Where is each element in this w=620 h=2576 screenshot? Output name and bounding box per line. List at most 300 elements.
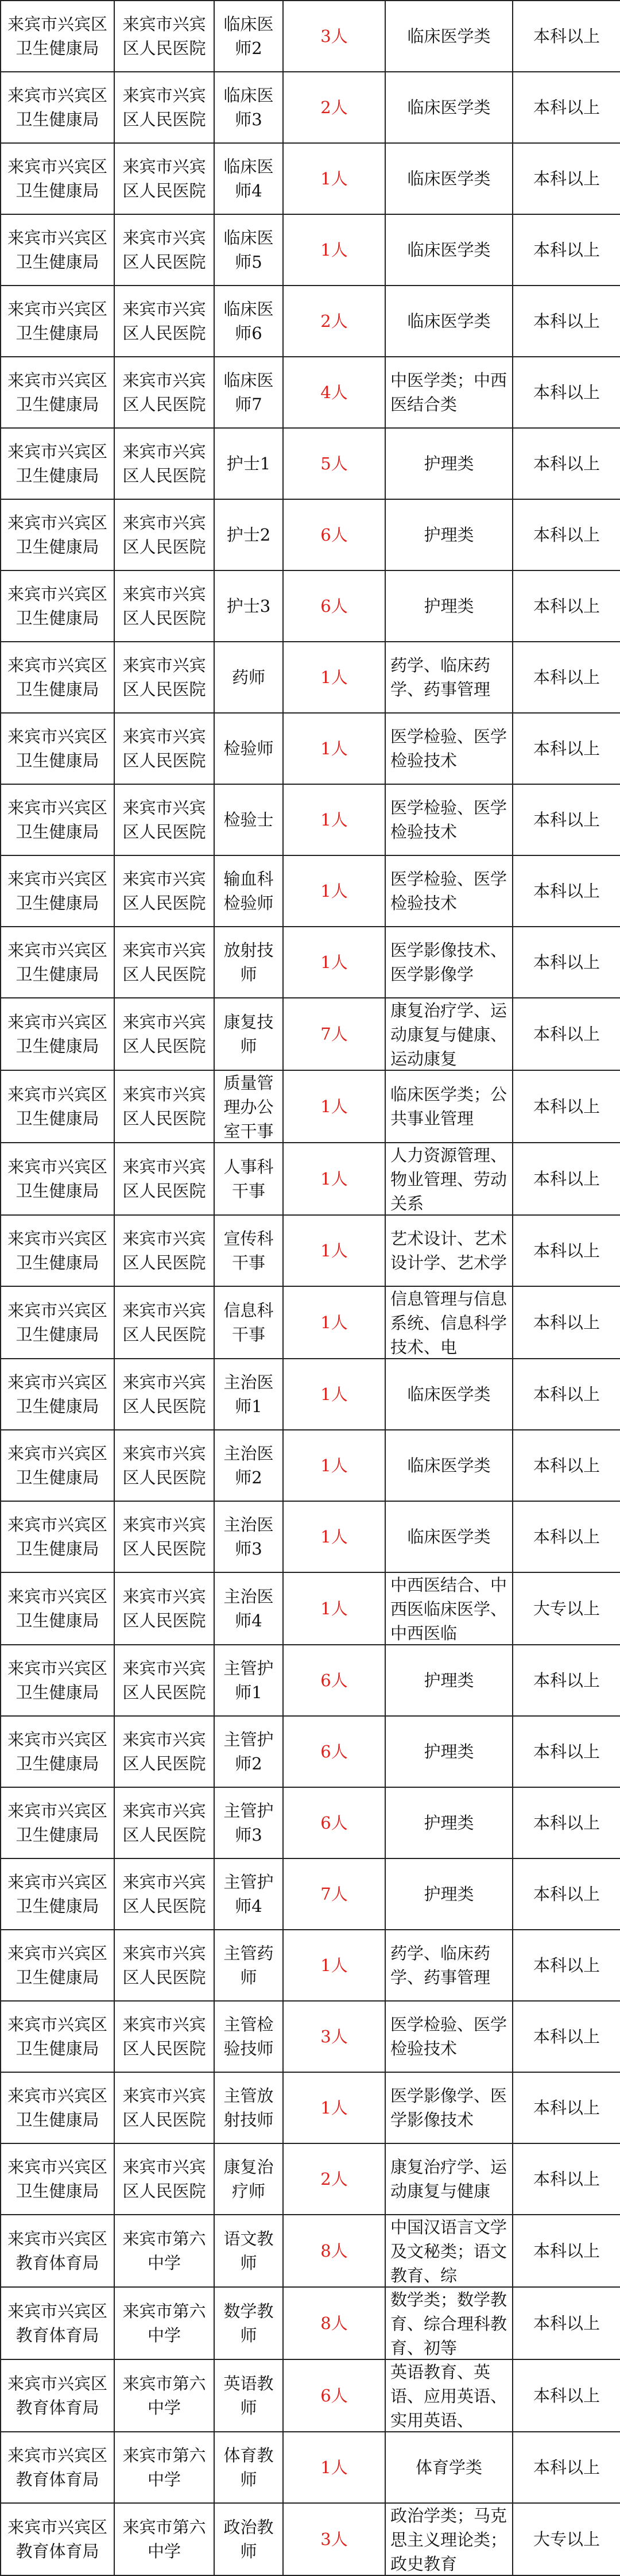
education-cell <box>513 1070 620 1143</box>
count-cell <box>283 1858 385 1930</box>
major-cell-text: 康复治疗学、运动康复与健康 <box>390 2157 507 2201</box>
post-cell <box>214 214 283 286</box>
post-cell <box>214 855 283 927</box>
org-cell <box>1 1143 114 1215</box>
education-cell-text: 本科以上 <box>533 525 600 545</box>
org-cell-text: 来宾市兴宾区卫生健康局 <box>7 1801 107 1845</box>
post-cell <box>214 1070 283 1143</box>
post-cell <box>214 2215 283 2287</box>
org-cell <box>1 214 114 286</box>
table-row <box>1 570 620 642</box>
education-cell <box>513 1572 620 1645</box>
count-cell-text: 6人 <box>320 525 348 545</box>
count-cell-text: 3人 <box>320 2027 348 2046</box>
count-cell <box>283 499 385 570</box>
education-cell-text: 本科以上 <box>533 311 600 331</box>
org-cell <box>1 1430 114 1501</box>
org-cell <box>1 1070 114 1143</box>
org-cell-text: 来宾市兴宾区卫生健康局 <box>7 1730 107 1773</box>
table-row <box>1 1430 620 1501</box>
count-cell <box>283 286 385 357</box>
count-cell-text: 1人 <box>320 240 348 260</box>
education-cell <box>513 2432 620 2503</box>
unit-cell <box>114 713 214 784</box>
org-cell <box>1 927 114 998</box>
major-cell-text: 护理类 <box>424 1884 474 1904</box>
post-cell <box>214 2287 283 2359</box>
education-cell <box>513 998 620 1070</box>
count-cell <box>283 927 385 998</box>
education-cell-text: 本科以上 <box>533 1813 600 1833</box>
major-cell <box>385 1143 513 1215</box>
post-cell-text: 人事科干事 <box>223 1157 274 1201</box>
org-cell <box>1 855 114 927</box>
post-cell-text: 药师 <box>231 668 265 687</box>
unit-cell-text: 来宾市兴宾区人民医院 <box>122 1515 206 1559</box>
education-cell-text: 本科以上 <box>533 169 600 188</box>
count-cell <box>283 2432 385 2503</box>
education-cell <box>513 214 620 286</box>
count-cell <box>283 72 385 143</box>
org-cell-text: 来宾市兴宾区卫生健康局 <box>7 513 107 557</box>
org-cell <box>1 570 114 642</box>
education-cell <box>513 357 620 428</box>
unit-cell-text: 来宾市兴宾区人民医院 <box>122 655 206 699</box>
unit-cell <box>114 2001 214 2072</box>
org-cell-text: 来宾市兴宾区卫生健康局 <box>7 1372 107 1416</box>
education-cell <box>513 1143 620 1215</box>
unit-cell <box>114 1143 214 1215</box>
major-cell <box>385 570 513 642</box>
unit-cell-text: 来宾市兴宾区人民医院 <box>122 1085 206 1128</box>
education-cell-text: 本科以上 <box>533 98 600 117</box>
major-cell <box>385 1930 513 2001</box>
count-cell-text: 1人 <box>320 1169 348 1189</box>
education-cell-text: 本科以上 <box>533 1527 600 1547</box>
major-cell <box>385 1 513 72</box>
major-cell-text: 医学影像技术、医学影像学 <box>390 940 507 984</box>
count-cell-text: 6人 <box>320 596 348 616</box>
post-cell-text: 主治医师2 <box>223 1444 274 1487</box>
unit-cell <box>114 72 214 143</box>
major-cell-text: 护理类 <box>424 1671 474 1690</box>
education-cell-text: 本科以上 <box>533 2458 600 2477</box>
unit-cell-text: 来宾市兴宾区人民医院 <box>122 228 206 272</box>
education-cell-text: 大专以上 <box>533 1599 600 1618</box>
unit-cell <box>114 2215 214 2287</box>
post-cell-text: 护士1 <box>226 454 271 473</box>
post-cell <box>214 72 283 143</box>
post-cell-text: 临床医师3 <box>223 86 274 129</box>
count-cell-text: 1人 <box>320 169 348 188</box>
post-cell <box>214 927 283 998</box>
unit-cell <box>114 855 214 927</box>
post-cell <box>214 1143 283 1215</box>
org-cell <box>1 499 114 570</box>
major-cell-text: 临床医学类 <box>407 169 491 188</box>
org-cell-text: 来宾市兴宾区卫生健康局 <box>7 1229 107 1272</box>
count-cell <box>283 2503 385 2575</box>
major-cell <box>385 1645 513 1716</box>
org-cell-text: 来宾市兴宾区卫生健康局 <box>7 1301 107 1344</box>
org-cell-text: 来宾市兴宾区卫生健康局 <box>7 86 107 129</box>
education-cell <box>513 1430 620 1501</box>
count-cell-text: 1人 <box>320 739 348 758</box>
education-cell-text: 本科以上 <box>533 1024 600 1044</box>
education-cell <box>513 1858 620 1930</box>
org-cell <box>1 2359 114 2432</box>
post-cell-text: 主管检验技师 <box>223 2015 274 2058</box>
post-cell-text: 临床医师2 <box>223 14 274 58</box>
unit-cell-text: 来宾市兴宾区人民医院 <box>122 86 206 129</box>
post-cell <box>214 286 283 357</box>
org-cell <box>1 1215 114 1286</box>
table-row <box>1 1143 620 1215</box>
post-cell-text: 放射技师 <box>223 940 274 984</box>
org-cell-text: 来宾市兴宾区卫生健康局 <box>7 1012 107 1056</box>
unit-cell <box>114 428 214 499</box>
unit-cell <box>114 1430 214 1501</box>
post-cell <box>214 1858 283 1930</box>
major-cell <box>385 713 513 784</box>
org-cell-text: 来宾市兴宾区卫生健康局 <box>7 655 107 699</box>
count-cell <box>283 2001 385 2072</box>
unit-cell <box>114 1359 214 1430</box>
education-cell <box>513 2072 620 2143</box>
post-cell-text: 宣传科干事 <box>223 1229 274 1272</box>
unit-cell-text: 来宾市第六中学 <box>122 2229 206 2273</box>
education-cell <box>513 1930 620 2001</box>
org-cell <box>1 2432 114 2503</box>
unit-cell <box>114 2287 214 2359</box>
post-cell-text: 主管护师2 <box>223 1730 274 1773</box>
count-cell-text: 1人 <box>320 1313 348 1332</box>
major-cell <box>385 143 513 214</box>
education-cell <box>513 1215 620 1286</box>
post-cell <box>214 499 283 570</box>
count-cell <box>283 2215 385 2287</box>
education-cell <box>513 428 620 499</box>
education-cell-text: 本科以上 <box>533 1456 600 1475</box>
count-cell-text: 2人 <box>320 311 348 331</box>
unit-cell <box>114 499 214 570</box>
education-cell <box>513 286 620 357</box>
major-cell-text: 护理类 <box>424 1742 474 1761</box>
education-cell <box>513 1716 620 1787</box>
education-cell <box>513 1359 620 1430</box>
org-cell-text: 来宾市兴宾区卫生健康局 <box>7 299 107 343</box>
table-row <box>1 642 620 713</box>
count-cell-text: 2人 <box>320 2169 348 2189</box>
org-cell <box>1 143 114 214</box>
unit-cell <box>114 2432 214 2503</box>
post-cell-text: 康复技师 <box>223 1012 274 1056</box>
major-cell <box>385 357 513 428</box>
org-cell <box>1 1930 114 2001</box>
org-cell <box>1 2143 114 2215</box>
table-row <box>1 713 620 784</box>
major-cell-text: 医学检验、医学检验技术 <box>390 2015 507 2058</box>
post-cell <box>214 2359 283 2432</box>
count-cell <box>283 2287 385 2359</box>
count-cell <box>283 570 385 642</box>
major-cell-text: 临床医学类；公共事业管理 <box>390 1085 507 1128</box>
major-cell <box>385 1716 513 1787</box>
education-cell-text: 本科以上 <box>533 739 600 758</box>
count-cell-text: 1人 <box>320 2458 348 2477</box>
table-row <box>1 428 620 499</box>
major-cell-text: 信息管理与信息系统、信息科学技术、电 <box>390 1289 507 1357</box>
education-cell-text: 大专以上 <box>533 2529 600 2549</box>
table-row <box>1 1858 620 1930</box>
major-cell <box>385 428 513 499</box>
major-cell <box>385 2432 513 2503</box>
post-cell <box>214 713 283 784</box>
unit-cell-text: 来宾市第六中学 <box>122 2446 206 2489</box>
major-cell-text: 医学检验、医学检验技术 <box>390 798 507 842</box>
org-cell <box>1 784 114 855</box>
count-cell-text: 7人 <box>320 1884 348 1904</box>
post-cell <box>214 998 283 1070</box>
unit-cell <box>114 2359 214 2432</box>
major-cell-text: 临床医学类 <box>407 26 491 46</box>
org-cell-text: 来宾市兴宾区卫生健康局 <box>7 2086 107 2130</box>
education-cell-text: 本科以上 <box>533 26 600 46</box>
post-cell <box>214 1215 283 1286</box>
unit-cell-text: 来宾市兴宾区人民医院 <box>122 1587 206 1630</box>
org-cell <box>1 357 114 428</box>
count-cell <box>283 2359 385 2432</box>
major-cell <box>385 855 513 927</box>
count-cell <box>283 143 385 214</box>
count-cell <box>283 2072 385 2143</box>
major-cell <box>385 1430 513 1501</box>
org-cell-text: 来宾市兴宾区教育体育局 <box>7 2374 107 2417</box>
unit-cell <box>114 1716 214 1787</box>
table-row <box>1 72 620 143</box>
major-cell <box>385 2287 513 2359</box>
org-cell-text: 来宾市兴宾区卫生健康局 <box>7 1157 107 1201</box>
org-cell <box>1 2503 114 2575</box>
table-row <box>1 855 620 927</box>
education-cell-text: 本科以上 <box>533 383 600 402</box>
post-cell-text: 主管放射技师 <box>223 2086 274 2130</box>
major-cell-text: 中国汉语言文学及文秘类；语文教育、综 <box>390 2218 507 2285</box>
major-cell <box>385 1359 513 1430</box>
post-cell <box>214 1359 283 1430</box>
major-cell-text: 康复治疗学、运动康复与健康、运动康复 <box>390 1001 507 1069</box>
major-cell <box>385 784 513 855</box>
education-cell-text: 本科以上 <box>533 668 600 687</box>
education-cell <box>513 1286 620 1359</box>
education-cell <box>513 2143 620 2215</box>
count-cell <box>283 357 385 428</box>
major-cell-text: 中医学类；中西医结合类 <box>390 371 507 414</box>
org-cell-text: 来宾市兴宾区卫生健康局 <box>7 14 107 58</box>
major-cell <box>385 1787 513 1858</box>
post-cell <box>214 357 283 428</box>
org-cell-text: 来宾市兴宾区卫生健康局 <box>7 1943 107 1987</box>
major-cell <box>385 1286 513 1359</box>
table-row <box>1 1286 620 1359</box>
table-row <box>1 499 620 570</box>
major-cell <box>385 998 513 1070</box>
major-cell-text: 人力资源管理、物业管理、劳动关系 <box>390 1146 507 1213</box>
education-cell-text: 本科以上 <box>533 881 600 901</box>
unit-cell <box>114 357 214 428</box>
post-cell-text: 政治教师 <box>223 2517 274 2561</box>
education-cell-text: 本科以上 <box>533 2241 600 2261</box>
org-cell-text: 来宾市兴宾区卫生健康局 <box>7 727 107 770</box>
education-cell-text: 本科以上 <box>533 240 600 260</box>
major-cell <box>385 642 513 713</box>
post-cell <box>214 1 283 72</box>
org-cell <box>1 1645 114 1716</box>
post-cell-text: 主管护师1 <box>223 1659 274 1702</box>
education-cell <box>513 784 620 855</box>
count-cell-text: 6人 <box>320 1813 348 1833</box>
post-cell <box>214 1716 283 1787</box>
count-cell-text: 1人 <box>320 1599 348 1618</box>
education-cell-text: 本科以上 <box>533 1742 600 1761</box>
org-cell <box>1 72 114 143</box>
major-cell <box>385 1572 513 1645</box>
org-cell <box>1 1787 114 1858</box>
org-cell <box>1 1572 114 1645</box>
count-cell-text: 4人 <box>320 383 348 402</box>
org-cell <box>1 428 114 499</box>
org-cell-text: 来宾市兴宾区教育体育局 <box>7 2446 107 2489</box>
education-cell-text: 本科以上 <box>533 2313 600 2333</box>
education-cell-text: 本科以上 <box>533 1671 600 1690</box>
count-cell <box>283 1359 385 1430</box>
post-cell <box>214 1572 283 1645</box>
major-cell <box>385 2359 513 2432</box>
post-cell <box>214 1645 283 1716</box>
post-cell-text: 临床医师7 <box>223 371 274 414</box>
post-cell-text: 临床医师5 <box>223 228 274 272</box>
org-cell-text: 来宾市兴宾区教育体育局 <box>7 2301 107 2345</box>
table-row <box>1 2359 620 2432</box>
table-row <box>1 1930 620 2001</box>
major-cell <box>385 1858 513 1930</box>
unit-cell <box>114 1501 214 1572</box>
count-cell-text: 1人 <box>320 1385 348 1404</box>
count-cell <box>283 214 385 286</box>
major-cell-text: 药学、临床药学、药事管理 <box>390 1943 491 1987</box>
org-cell <box>1 1858 114 1930</box>
unit-cell <box>114 1787 214 1858</box>
org-cell <box>1 2287 114 2359</box>
unit-cell <box>114 1 214 72</box>
post-cell <box>214 2001 283 2072</box>
org-cell-text: 来宾市兴宾区卫生健康局 <box>7 1587 107 1630</box>
unit-cell-text: 来宾市兴宾区人民医院 <box>122 2086 206 2130</box>
count-cell <box>283 1572 385 1645</box>
table-row <box>1 2215 620 2287</box>
unit-cell-text: 来宾市兴宾区人民医院 <box>122 1012 206 1056</box>
post-cell-text: 检验师 <box>223 739 274 758</box>
post-cell-text: 主管护师4 <box>223 1872 274 1916</box>
table-row <box>1 2503 620 2575</box>
major-cell <box>385 1215 513 1286</box>
major-cell-text: 临床医学类 <box>407 240 491 260</box>
post-cell-text: 主管药师 <box>223 1943 274 1987</box>
post-cell-text: 体育教师 <box>223 2446 274 2489</box>
major-cell <box>385 214 513 286</box>
unit-cell <box>114 2143 214 2215</box>
count-cell <box>283 1 385 72</box>
major-cell <box>385 2072 513 2143</box>
table-row <box>1 1572 620 1645</box>
education-cell-text: 本科以上 <box>533 2098 600 2118</box>
table-row <box>1 927 620 998</box>
count-cell <box>283 855 385 927</box>
table-row <box>1 143 620 214</box>
post-cell <box>214 2143 283 2215</box>
major-cell-text: 英语教育、英语、应用英语、实用英语、 <box>390 2362 507 2430</box>
major-cell-text: 临床医学类 <box>407 98 491 117</box>
table-row <box>1 1 620 72</box>
education-cell-text: 本科以上 <box>533 2169 600 2189</box>
count-cell-text: 3人 <box>320 26 348 46</box>
unit-cell-text: 来宾市兴宾区人民医院 <box>122 1801 206 1845</box>
count-cell <box>283 1501 385 1572</box>
count-cell-text: 2人 <box>320 98 348 117</box>
table-row <box>1 286 620 357</box>
table-row <box>1 998 620 1070</box>
education-cell <box>513 1501 620 1572</box>
unit-cell <box>114 214 214 286</box>
post-cell-text: 主管护师3 <box>223 1801 274 1845</box>
education-cell-text: 本科以上 <box>533 454 600 473</box>
unit-cell <box>114 784 214 855</box>
unit-cell <box>114 143 214 214</box>
org-cell-text: 来宾市兴宾区教育体育局 <box>7 2229 107 2273</box>
post-cell <box>214 642 283 713</box>
org-cell-text: 来宾市兴宾区卫生健康局 <box>7 1659 107 1702</box>
org-cell-text: 来宾市兴宾区卫生健康局 <box>7 1872 107 1916</box>
count-cell <box>283 998 385 1070</box>
count-cell <box>283 1215 385 1286</box>
major-cell-text: 医学检验、医学检验技术 <box>390 869 507 913</box>
post-cell-text: 主治医师1 <box>223 1372 274 1416</box>
count-cell-text: 1人 <box>320 1097 348 1116</box>
org-cell-text: 来宾市兴宾区卫生健康局 <box>7 584 107 628</box>
major-cell-text: 临床医学类 <box>407 1385 491 1404</box>
post-cell-text: 语文教师 <box>223 2229 274 2273</box>
post-cell <box>214 1286 283 1359</box>
count-cell-text: 1人 <box>320 881 348 901</box>
unit-cell-text: 来宾市兴宾区人民医院 <box>122 1157 206 1201</box>
count-cell-text: 1人 <box>320 2098 348 2118</box>
unit-cell <box>114 642 214 713</box>
post-cell-text: 主治医师4 <box>223 1587 274 1630</box>
org-cell <box>1 642 114 713</box>
org-cell-text: 来宾市兴宾区卫生健康局 <box>7 1515 107 1559</box>
org-cell-text: 来宾市兴宾区卫生健康局 <box>7 1085 107 1128</box>
post-cell <box>214 2432 283 2503</box>
education-cell-text: 本科以上 <box>533 1169 600 1189</box>
education-cell <box>513 713 620 784</box>
count-cell <box>283 1930 385 2001</box>
unit-cell <box>114 927 214 998</box>
education-cell <box>513 570 620 642</box>
count-cell <box>283 1143 385 1215</box>
count-cell <box>283 1286 385 1359</box>
education-cell-text: 本科以上 <box>533 2027 600 2046</box>
major-cell-text: 数学类；数学教育、综合理科教育、初等 <box>390 2290 507 2358</box>
